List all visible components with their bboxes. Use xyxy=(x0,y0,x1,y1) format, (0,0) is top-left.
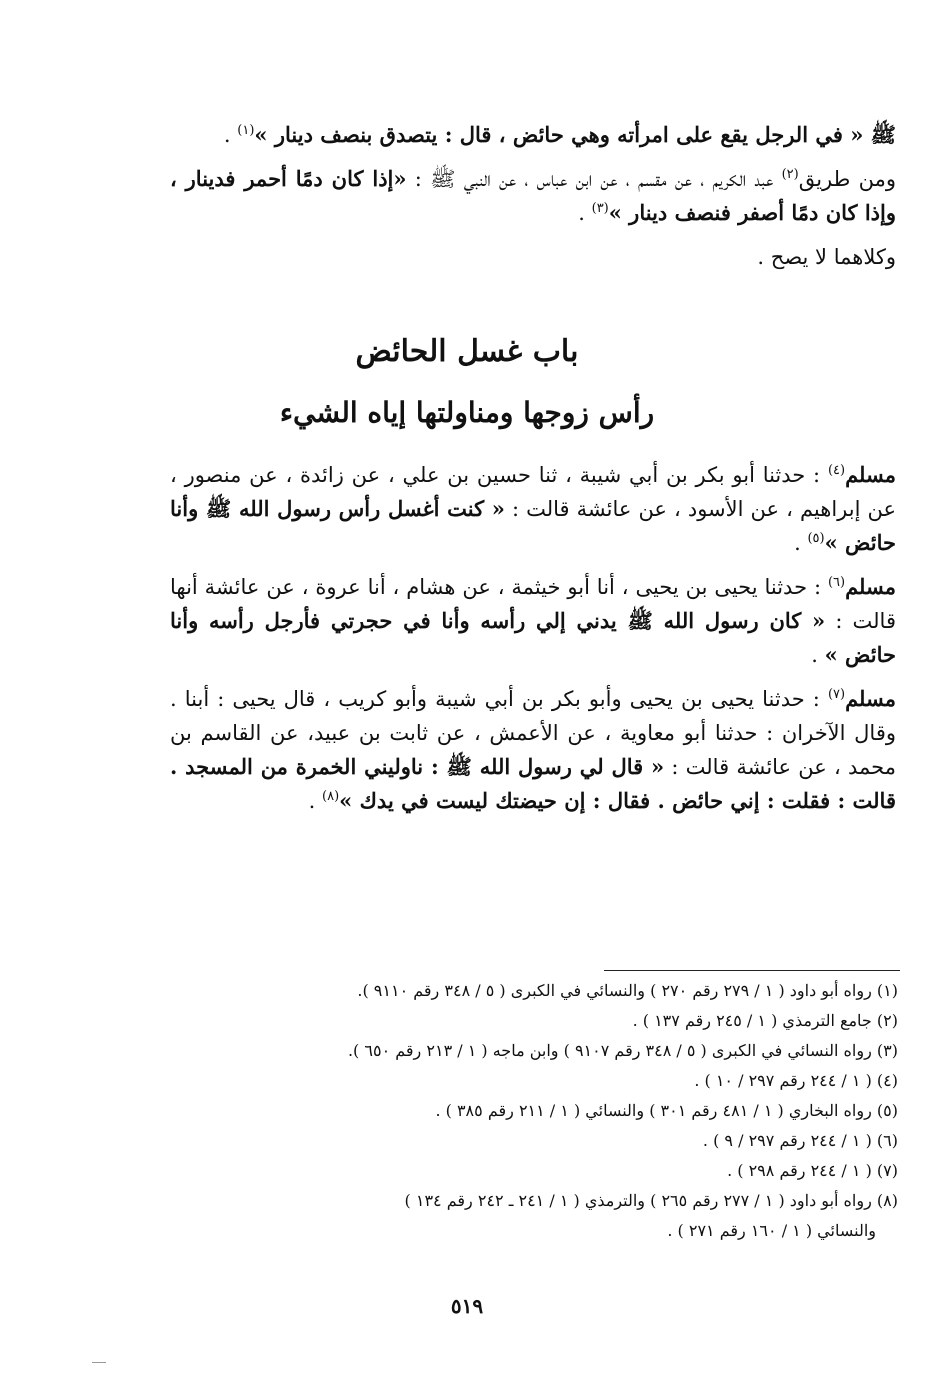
hadith-2-quote: « كان رسول الله ﷺ يدني إلي رأسه وأنا في حجرتي فأرجل رأسه وأنا حائض » xyxy=(170,608,896,667)
footnote-ref-7: (٧) xyxy=(827,687,846,702)
intro-p2-text-b: عبد الكريم ، عن مقسم ، عن ابن عباس ، عن النبي ﷺ : xyxy=(406,167,782,191)
hadith-2-text: : حدثنا يحيى بن يحيى ، أنا أبو خيثمة ، عن هشام ، أنا عروة ، عن عائشة أنها قالت : xyxy=(170,575,896,633)
footnote-2: (٢) جامع الترمذي ( ١ / ٢٤٥ رقم ١٣٧ ) . xyxy=(632,1011,898,1030)
intro-p2-quote: «إذا كان دمًا أحمر فدينار ، وإذا كان دمًا أصفر فنصف دينار » xyxy=(170,166,896,225)
chapter-subtitle: رأس زوجها ومناولتها إياه الشيء xyxy=(279,396,655,429)
hadith-1-label: مسلم xyxy=(845,462,896,487)
footnote-4: (٤) ( ١ / ٢٤٤ رقم ٢٩٧ / ١٠ ) . xyxy=(694,1071,898,1090)
intro-paragraph-3: وكلاهما لا يصح . xyxy=(757,245,896,269)
footnote-ref-2: (٢) xyxy=(781,167,799,182)
hadith-paragraph-3 xyxy=(170,682,896,818)
footnote-6: (٦) ( ١ / ٢٤٤ رقم ٢٩٧ / ٩ ) . xyxy=(702,1131,898,1150)
intro-paragraph-2 xyxy=(170,162,896,230)
footnote-ref-4: (٤) xyxy=(827,463,846,478)
hadith-section xyxy=(170,458,896,828)
footnotes xyxy=(162,976,898,1246)
intro-p1-text: ﷺ « في الرجل يقع على امرأته وهي حائض ، قال : يتصدق بنصف دينار » xyxy=(254,122,896,147)
hadith-2-end: . xyxy=(811,643,825,667)
hadith-3-end: . xyxy=(308,789,323,813)
footnote-7: (٧) ( ١ / ٢٤٤ رقم ٢٩٨ ) . xyxy=(727,1161,898,1180)
footnote-8: (٨) رواه أبو داود ( ١ / ٢٧٧ رقم ٢٦٥ ) والترمذي ( ١ / ٢٤١ ـ ٢٤٢ رقم ١٣٤ ) xyxy=(404,1191,898,1210)
hadith-2-label: مسلم xyxy=(845,574,896,599)
hadith-paragraph-1 xyxy=(170,458,896,560)
footnote-ref-1: (١) xyxy=(237,123,255,138)
intro-text xyxy=(170,118,896,284)
hadith-1-quote: « كنت أغسل رأس رسول الله ﷺ وأنا حائض » xyxy=(170,496,896,555)
footnote-ref-6: (٦) xyxy=(827,575,846,590)
footnote-5: (٥) رواه البخاري ( ١ / ٤٨١ رقم ٣٠١ ) والنسائي ( ١ / ٢١١ رقم ٣٨٥ ) . xyxy=(435,1101,898,1120)
hadith-paragraph-2 xyxy=(170,570,896,672)
footnote-3: (٣) رواه النسائي في الكبرى ( ٥ / ٣٤٨ رقم ٩١٠٧ ) وابن ماجه ( ١ / ٢١٣ رقم ٦٥٠ ). xyxy=(347,1041,898,1060)
hadith-3-quote: « قال لي رسول الله ﷺ : ناوليني الخمرة من المسجد . قالت : فقلت : إني حائض . فقال : إن حيضتك ليست في يدك » xyxy=(170,754,896,813)
intro-p2-end: . xyxy=(578,201,592,225)
footnote-ref-3: (٣) xyxy=(591,201,609,216)
intro-p2-text-a: ومن طريق xyxy=(798,167,896,191)
scan-mark xyxy=(92,1362,106,1363)
footnote-ref-5: (٥) xyxy=(807,531,825,546)
hadith-3-label: مسلم xyxy=(845,686,896,711)
footnote-divider xyxy=(604,970,900,971)
intro-paragraph-1 xyxy=(170,118,896,152)
footnote-ref-8: (٨) xyxy=(322,789,340,804)
page-number: ٥١٩ xyxy=(450,1294,484,1318)
intro-p1-end: . xyxy=(223,123,238,147)
hadith-1-end: . xyxy=(794,531,808,555)
chapter-heading: باب غسل الحائض xyxy=(355,334,579,369)
footnote-1: (١) رواه أبو داود ( ١ / ٢٧٩ رقم ٢٧٠ ) والنسائي في الكبرى ( ٥ / ٣٤٨ رقم ٩١١٠ ). xyxy=(357,981,898,1000)
hadith-1-text: : حدثنا أبو بكر بن أبي شيبة ، ثنا حسين بن علي ، عن زائدة ، عن منصور ، عن إبراهيم ، عن الأسود ، عن عائشة قالت : xyxy=(170,463,897,521)
footnote-8-continued: والنسائي ( ١ / ١٦٠ رقم ٢٧١ ) . xyxy=(667,1221,876,1240)
hadith-3-text: : حدثنا يحيى بن يحيى وأبو بكر بن أبي شيبة وأبو كريب ، قال يحيى : أبنا . وقال الآخران : حدثنا أبو معاوية ، عن الأعمش ، عن ثابت بن عبيد، عن القاسم بن محمد ، عن عائشة قالت : xyxy=(170,687,896,779)
